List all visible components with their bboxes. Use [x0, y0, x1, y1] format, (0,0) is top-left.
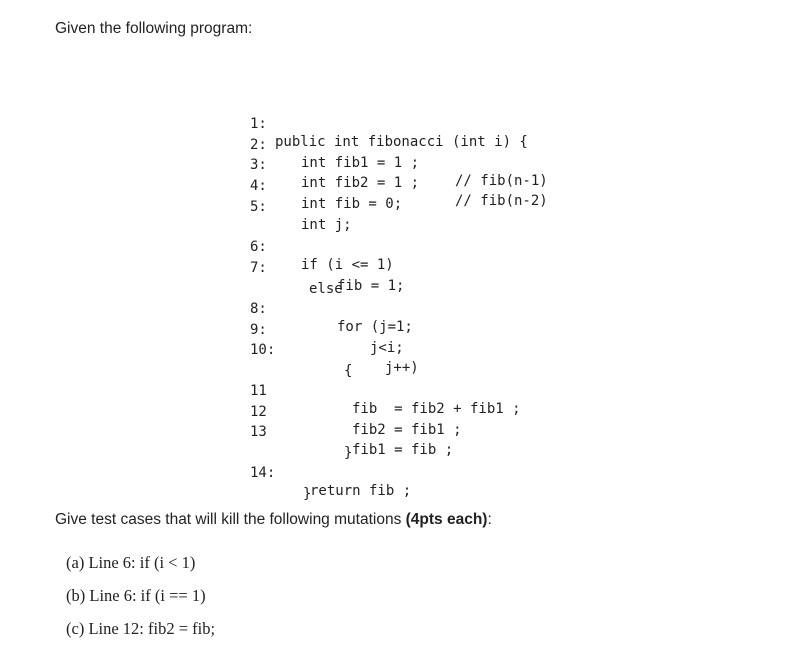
line-number: 5: — [250, 199, 267, 215]
code-text: else — [309, 281, 343, 297]
line-number: 12 — [250, 404, 267, 420]
mutation-item: (a) Line 6: if (i < 1) — [66, 553, 196, 572]
code-text: j++) — [385, 360, 419, 376]
code-text: int j; — [301, 217, 352, 233]
code-text: fib = 1; — [337, 278, 405, 294]
code-text: j<i; — [370, 340, 404, 356]
code-text: } — [303, 486, 312, 502]
code-comment: // fib(n-2) — [455, 193, 548, 209]
code-text: int fib2 = 1 ; — [301, 175, 420, 191]
mutation-item: (b) Line 6: if (i == 1) — [66, 586, 206, 605]
question-suffix: : — [487, 511, 492, 528]
code-text: fib2 = fib1 ; — [352, 422, 462, 438]
code-text: } — [344, 445, 353, 461]
code-text: if (i <= 1) — [301, 257, 394, 273]
intro-text: Given the following program: — [55, 20, 253, 37]
line-number: 2: — [250, 137, 267, 153]
line-number: 8: — [250, 301, 267, 317]
question-text — [55, 511, 492, 529]
code-text: fib = fib2 + fib1 ; — [352, 401, 521, 417]
line-number: 7: — [250, 260, 267, 276]
line-number: 11 — [250, 383, 267, 399]
line-number: 14: — [250, 465, 276, 481]
line-number: 13 — [250, 424, 267, 440]
line-number: 3: — [250, 157, 267, 173]
mutation-item: (c) Line 12: fib2 = fib; — [66, 619, 216, 638]
line-number: 9: — [250, 322, 267, 338]
line-number: 4: — [250, 178, 267, 194]
code-text: int fib1 = 1 ; — [301, 155, 420, 171]
code-comment: // fib(n-1) — [455, 173, 548, 189]
code-text: return fib ; — [310, 483, 412, 499]
code-text: { — [344, 363, 353, 379]
line-number: 6: — [250, 239, 267, 255]
code-text: fib1 = fib ; — [352, 442, 454, 458]
code-text: public int fibonacci (int i) { — [275, 134, 528, 150]
question-points: (4pts each) — [405, 511, 488, 528]
line-number: 10: — [250, 342, 276, 358]
line-number: 1: — [250, 116, 267, 132]
code-text: int fib = 0; — [301, 196, 403, 212]
question-prefix: Give test cases that will kill the following mutations — [55, 511, 406, 528]
code-text: for (j=1; — [337, 319, 413, 335]
